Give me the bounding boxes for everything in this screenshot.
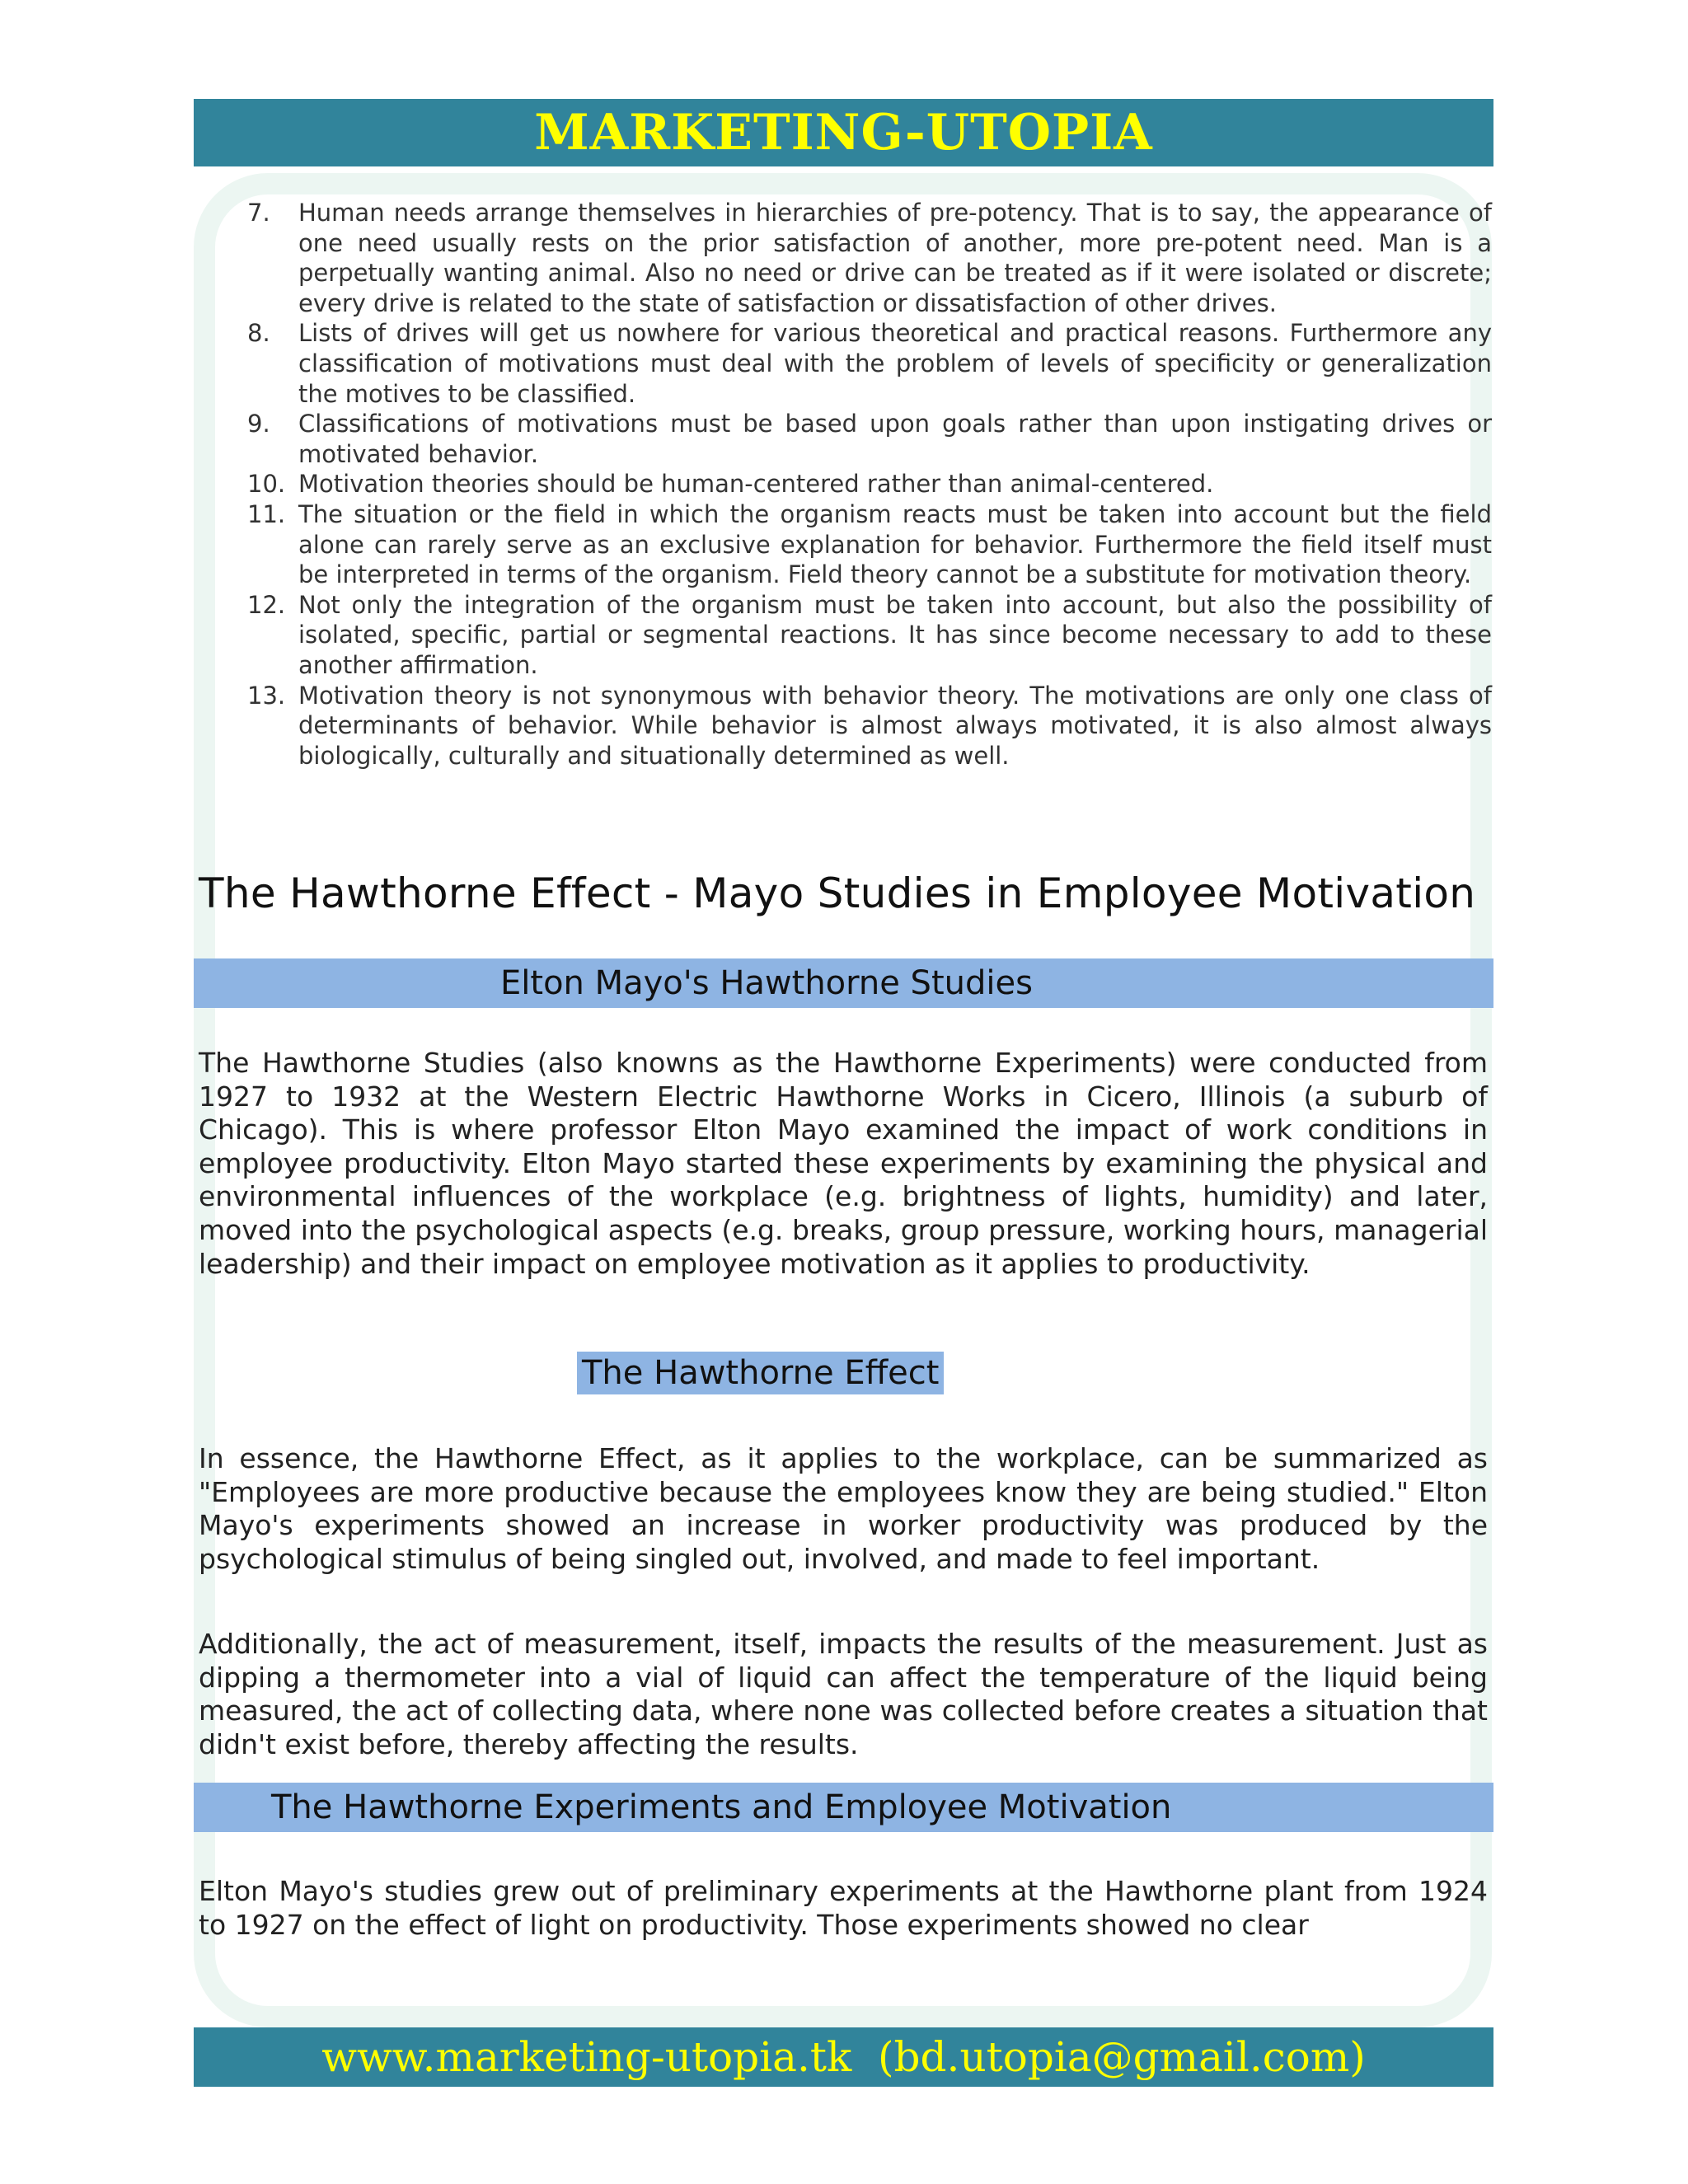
list-item-text: Not only the integration of the organism must be taken into account, but also the possibility of isolated, specific, partial or segmental reactions. It has since become necessary to add to these another affirmation. [298, 590, 1492, 679]
band-title: Elton Mayo's Hawthorne Studies [500, 964, 1033, 1002]
paragraph-measurement: Additionally, the act of measurement, itself, impacts the results of the measurement. Just as dipping a thermometer into a vial of liquid can affect the temperature of the liquid being measured, the act of collecting data, where none was collected before creates a situation that didn't exist before, thereby affecting the results. [199, 1628, 1488, 1760]
list-item [247, 469, 1492, 499]
list-item-number: 11. [247, 499, 286, 528]
list-item-number: 9. [247, 410, 270, 438]
list-item-text: Lists of drives will get us nowhere for various theoretical and practical reasons. Furthermore any classification of motivations must deal with the problem of levels of specificity or generalization the motives to be classified. [298, 319, 1492, 408]
list-item [247, 590, 1492, 681]
list-item [247, 681, 1492, 771]
header-title: MARKETING-UTOPIA [534, 104, 1153, 162]
paragraph-studies: The Hawthorne Studies (also knowns as the Hawthorne Experiments) were conducted from 1927 to 1932 at the Western Electric Hawthorne Works in Cicero, Illinois (a suburb of Chicago). This is where professor Elton Mayo examined the impact of work conditions in employee productivity. Elton Mayo started these experiments by examining the physical and environmental influences of the workplace (e.g. brightness of lights, humidity) and later, moved into the psychological aspects (e.g. breaks, group pressure, working hours, managerial leadership) and their impact on employee motivation as it applies to productivity. [199, 1047, 1488, 1280]
list-item-text: Motivation theories should be human-centered rather than animal-centered. [298, 470, 1214, 499]
section-band-experiments [194, 1783, 1493, 1832]
list-item [247, 409, 1492, 469]
paragraph-effect: In essence, the Hawthorne Effect, as it applies to the workplace, can be summarized as "Employees are more productive because the employees know they are being studied." Elton Mayo's experiments showed an increase in worker productivity was produced by the psychological stimulus of being singled out, involved, and made to feel important. [199, 1442, 1488, 1575]
list-item-text: The situation or the field in which the organism reacts must be taken into account but the field alone can rarely serve as an exclusive explanation for behavior. Furthermore the field itself must be interpreted in terms of the organism. Field theory cannot be a substitute for motivation theory. [298, 499, 1492, 589]
footer-contact: www.marketing-utopia.tk (bd.utopia@gmail.com) [321, 2033, 1366, 2081]
list-item-text: Motivation theory is not synonymous with behavior theory. The motivations are only one class of determinants of behavior. While behavior is almost always motivated, it is also almost always biologically, culturally and situationally determined as well. [298, 681, 1492, 770]
paragraph-experiments: Elton Mayo's studies grew out of preliminary experiments at the Hawthorne plant from 1924 to 1927 on the effect of light on productivity. Those experiments showed no clear [199, 1875, 1488, 1941]
list-item-number: 12. [247, 590, 286, 619]
section-heading: The Hawthorne Effect - Mayo Studies in Employee Motivation [199, 869, 1476, 917]
band-title: The Hawthorne Experiments and Employee Motivation [271, 1788, 1172, 1826]
list-item-number: 7. [247, 199, 270, 227]
list-item-text: Human needs arrange themselves in hierarchies of pre-potency. That is to say, the appearance of one need usually rests on the prior satisfaction of another, more pre-potent need. Man is a perpetually wanting animal. Also no need or drive can be treated as if it were isolated or discrete; every drive is related to the state of satisfaction or dissatisfaction of other drives. [298, 199, 1492, 317]
list-item-number: 13. [247, 681, 286, 710]
list-item [247, 198, 1492, 318]
motivation-list [247, 198, 1492, 771]
header-banner [194, 99, 1493, 166]
section-band-studies [194, 958, 1493, 1008]
list-item [247, 318, 1492, 409]
subheading-text: The Hawthorne Effect [582, 1354, 940, 1392]
list-item-number: 8. [247, 319, 270, 348]
footer-banner [194, 2027, 1493, 2087]
subheading-hawthorne-effect [577, 1352, 944, 1394]
list-item-number: 10. [247, 470, 286, 499]
list-item [247, 499, 1492, 590]
list-item-text: Classifications of motivations must be based upon goals rather than upon instigating drives or motivated behavior. [298, 410, 1492, 468]
